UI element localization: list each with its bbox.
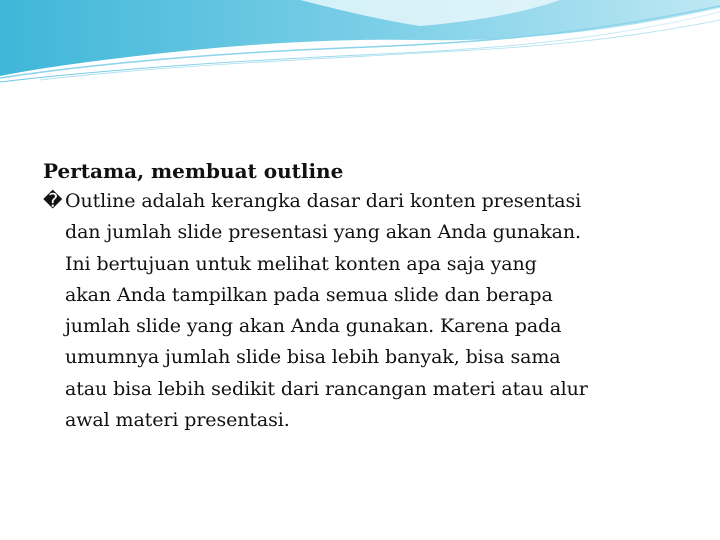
paragraph-line: umumnya jumlah slide bisa lebih banyak, bisa sama (65, 346, 561, 369)
paragraph-line: dan jumlah slide presentasi yang akan Anda gunakan. (65, 221, 581, 244)
paragraph-line: awal materi presentasi. (65, 409, 290, 432)
paragraph-line: akan Anda tampilkan pada semua slide dan berapa (65, 283, 553, 306)
paragraph-line: Outline adalah kerangka dasar dari konten presentasi (65, 190, 582, 212)
slide-heading: Pertama, membuat outline (43, 159, 344, 183)
slide-content (43, 156, 693, 436)
paragraph-line: atau bisa lebih sedikit dari rancangan materi atau alur (65, 377, 588, 400)
bullet-paragraph (43, 186, 693, 436)
header-wave-decoration (0, 0, 720, 90)
paragraph-line: Ini bertujuan untuk melihat konten apa saja yang (65, 252, 537, 275)
paragraph-line: jumlah slide yang akan Anda gunakan. Karena pada (65, 315, 562, 338)
bullet-icon: � (43, 190, 63, 212)
